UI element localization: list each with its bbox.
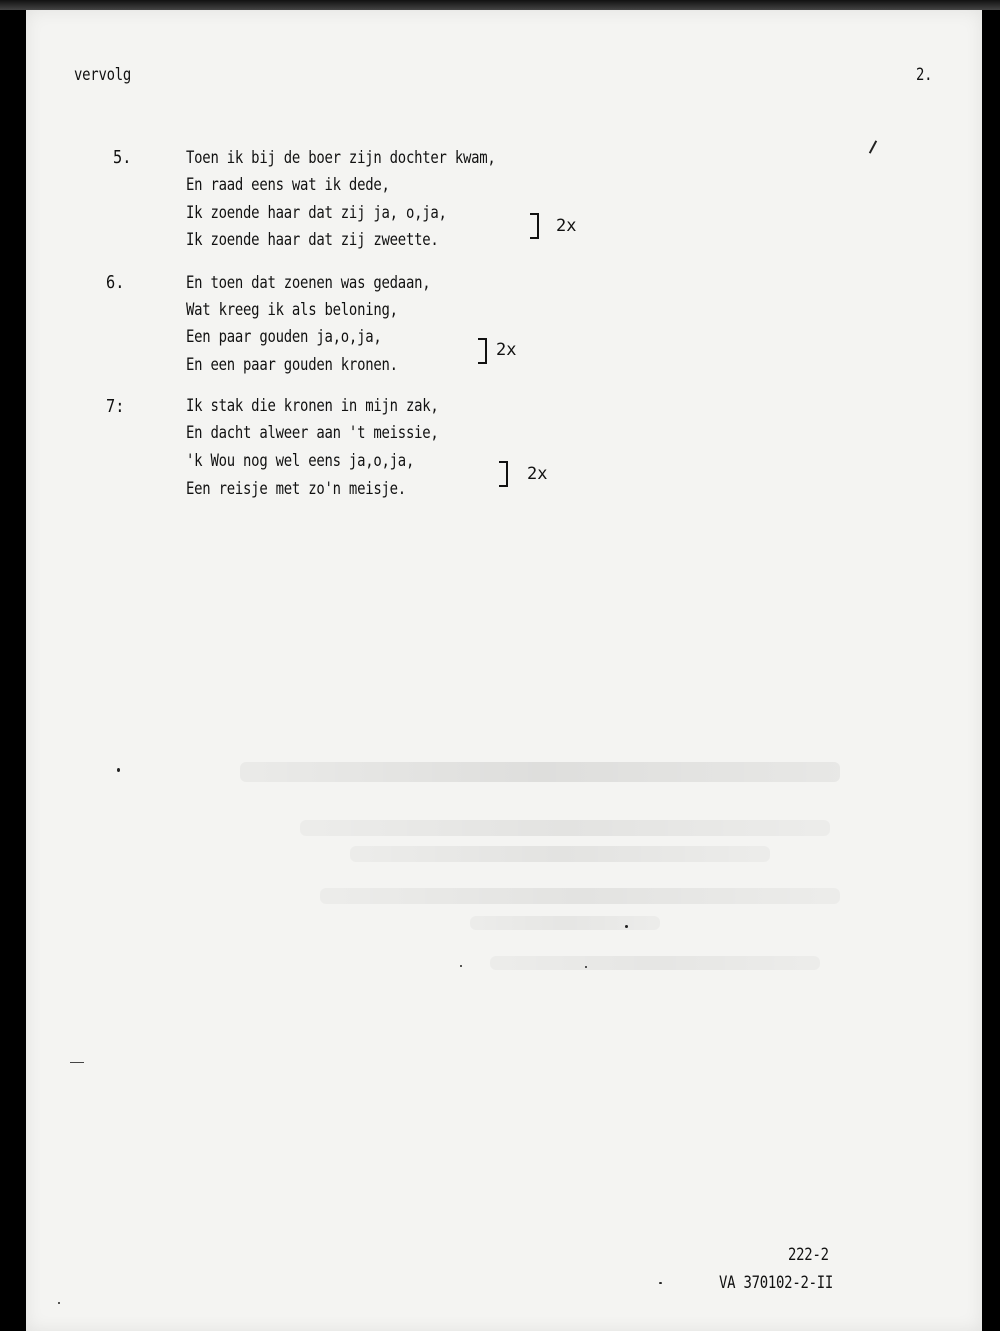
speck-mark xyxy=(625,925,628,928)
bleed-through-mark xyxy=(490,956,820,970)
verse-line: Wat kreeg ik als beloning, xyxy=(186,300,398,320)
scan-top-edge xyxy=(0,0,1000,10)
verse-line: Ik stak die kronen in mijn zak, xyxy=(186,396,439,416)
verse-number: 6. xyxy=(106,272,125,293)
stray-stroke-mark xyxy=(70,1062,84,1063)
repeat-marker: 2x xyxy=(527,464,548,484)
repeat-bracket xyxy=(499,461,508,487)
verse-line: Een reisje met zo'n meisje. xyxy=(186,479,406,499)
verse-line: Ik zoende haar dat zij ja, o,ja, xyxy=(186,203,447,223)
repeat-marker: 2x xyxy=(556,216,577,236)
speck-mark xyxy=(585,966,587,968)
verse-line: En een paar gouden kronen. xyxy=(186,355,398,375)
document-page xyxy=(26,10,982,1331)
bleed-through-mark xyxy=(470,916,660,930)
verse-line: Een paar gouden ja,o,ja, xyxy=(186,327,382,347)
footer-reference: VA 370102-2-II xyxy=(719,1273,834,1293)
verse-line: En toen dat zoenen was gedaan, xyxy=(186,273,431,293)
bleed-through-mark xyxy=(300,820,830,836)
speck-mark xyxy=(58,1302,60,1304)
repeat-bracket xyxy=(530,213,539,239)
repeat-bracket xyxy=(478,338,487,364)
page-number: 2. xyxy=(916,65,933,85)
verse-line: En dacht alweer aan 't meissie, xyxy=(186,423,439,443)
header-continuation-label: vervolg xyxy=(74,65,132,85)
speck-mark xyxy=(659,1282,662,1284)
bleed-through-mark xyxy=(320,888,840,904)
verse-number: 5. xyxy=(113,147,132,168)
verse-number: 7: xyxy=(106,396,125,417)
verse-line: Toen ik bij de boer zijn dochter kwam, xyxy=(186,148,496,168)
speck-mark xyxy=(117,768,120,772)
footer-code: 222-2 xyxy=(788,1245,829,1265)
verse-line: En raad eens wat ik dede, xyxy=(186,175,390,195)
bleed-through-mark xyxy=(350,846,770,862)
repeat-marker: 2x xyxy=(496,340,517,360)
verse-line: 'k Wou nog wel eens ja,o,ja, xyxy=(186,451,415,471)
speck-mark xyxy=(460,965,462,967)
bleed-through-mark xyxy=(240,762,840,782)
verse-line: Ik zoende haar dat zij zweette. xyxy=(186,230,439,250)
